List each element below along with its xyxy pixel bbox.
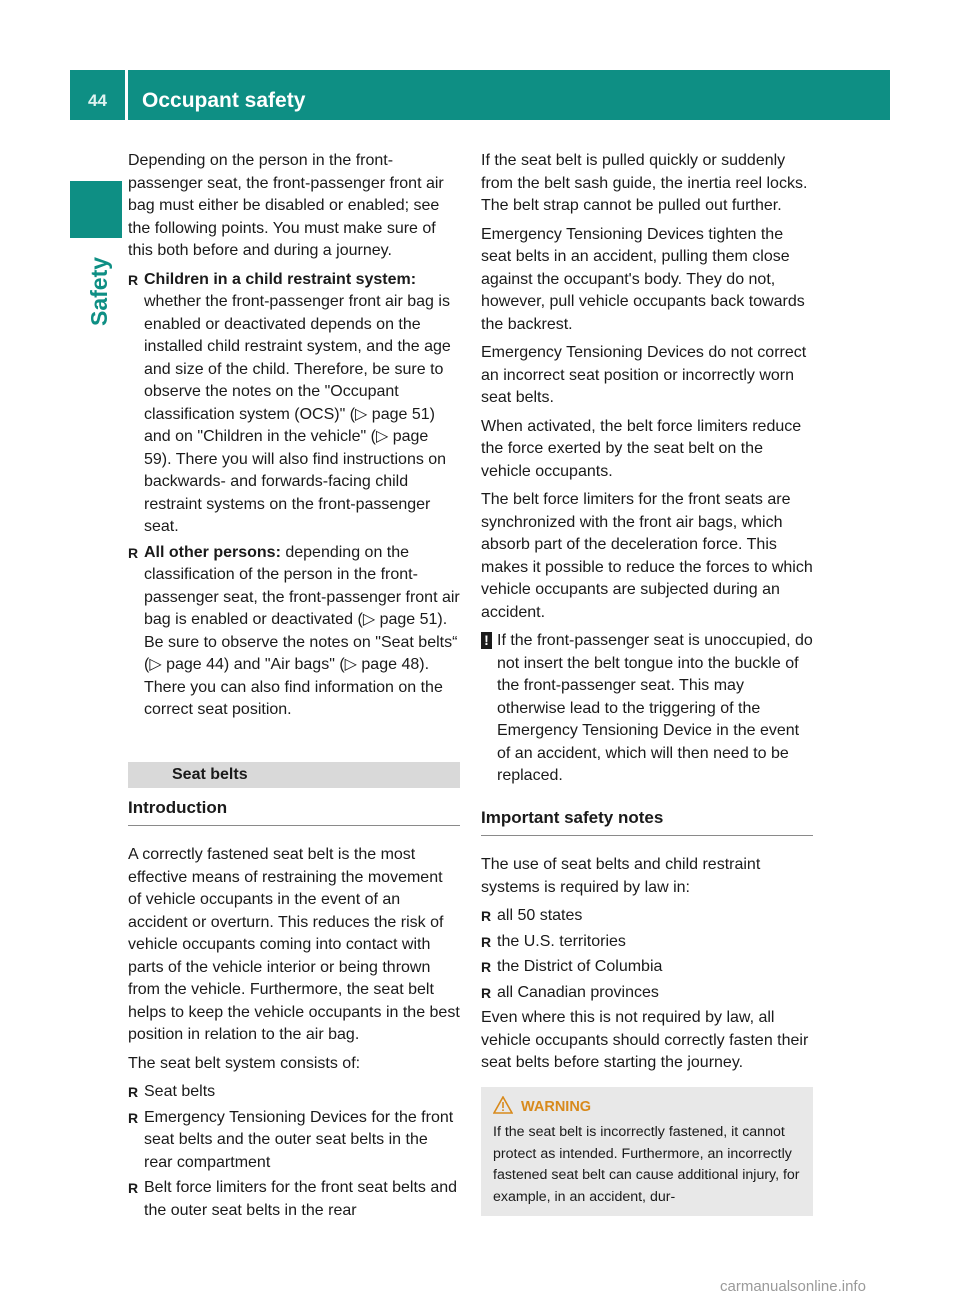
left-column: [128, 150, 460, 1225]
page-number: 44: [88, 91, 107, 110]
list-item: [128, 1081, 460, 1104]
intro-paragraph: Depending on the person in the front-passenger seat, the front-passenger front air bag must either be disabled or enabled; see the following points. You must make sure of this both before and during a journey.: [128, 152, 444, 259]
paragraph: The belt force limiters for the front seats are synchronized with the front air bags, which absorb part of the deceleration force. This makes it possible to reduce the forces to which vehicle occupants are subjected during an accident.: [481, 491, 813, 621]
bullet-icon: R: [128, 1084, 139, 1100]
bullet-text: the U.S. territories: [497, 932, 626, 950]
list-item: [481, 931, 813, 954]
subheading-safety-notes: Important safety notes: [481, 798, 813, 837]
introduction-paragraph: A correctly fastened seat belt is the most effective means of restraining the movement of vehicle occupants in the event of an accident or overturn. This reduces the risk of vehicle occupants coming into contact with parts of the vehicle interior or being thrown from the vehicle. Furthermore, the seat belt helps to keep the vehicle occupants in the best position in relation to the air bag.: [128, 846, 460, 1043]
bullet-text: the District of Columbia: [497, 958, 663, 975]
bullet-icon: R: [128, 1180, 139, 1196]
bullet-icon: R: [128, 271, 139, 288]
warning-triangle-icon: [493, 1096, 513, 1114]
bullet-text: Emergency Tensioning Devices for the front seat belts and the outer seat belts in the rear compartment: [144, 1108, 454, 1171]
paragraph: If the seat belt is pulled quickly or suddenly from the belt sash guide, the inertia reel locks. The belt strap cannot be pulled out further.: [481, 152, 808, 214]
list-item: [128, 542, 460, 722]
warning-label: WARNING: [521, 1098, 592, 1115]
bullet-bold: Children in a child restraint system:: [144, 270, 417, 288]
paragraph: When activated, the belt force limiters reduce the force exerted by the seat belt on the vehicle occupants.: [481, 417, 802, 480]
law-tail: Even where this is not required by law, all vehicle occupants should correctly fasten their seat belts before starting the journey.: [481, 1009, 809, 1071]
subheading-introduction: Introduction: [128, 788, 460, 827]
note-text: If the front-passenger seat is unoccupied, do not insert the belt tongue into the buckle of the front-passenger seat. This may otherwise lead to the triggering of the Emergency Tensioning Device in the event of an accident, which will then need to be replaced.: [497, 632, 813, 784]
note: [481, 630, 813, 788]
bullet-text: Belt force limiters for the front seat belts and the outer seat belts in the rear: [144, 1179, 458, 1219]
bullet-icon: R: [481, 908, 492, 924]
law-lead: The use of seat belts and child restraint systems is required by law in:: [481, 856, 761, 896]
side-tab-block: [70, 181, 122, 238]
bullet-icon: R: [128, 1109, 139, 1126]
list-item: [128, 1177, 460, 1222]
bullet-icon: R: [481, 959, 492, 975]
paragraph: Emergency Tensioning Devices do not correct an incorrect seat position or incorrectly worn seat belts.: [481, 344, 807, 406]
bullet-text: Seat belts: [144, 1083, 216, 1100]
bullet-text: all 50 states: [497, 907, 583, 924]
section-title: Seat belts: [128, 762, 460, 788]
bullet-icon: R: [481, 984, 492, 1001]
bullet-text: depending on the classification of the person in the front-passenger seat, the front-passenger front air bag is enabled or deactivated (▷ page 51). Be sure to observe the notes on "Seat belts“ (▷ page 44) and "Air bags" (▷ page 48). There you can also find information on the correct seat position.: [144, 543, 460, 718]
paragraph: Emergency Tensioning Devices tighten the seat belts in an accident, pulling them close against the occupant's body. They do not, however, pull vehicle occupants back towards the backrest.: [481, 225, 805, 333]
bullet-icon: R: [128, 544, 139, 561]
warning-text: If the seat belt is incorrectly fastened, it cannot protect as intended. Furthermore, an incorrectly fastened seat belt can cause additional injury, for example, in an accident, dur-: [493, 1124, 800, 1205]
side-tab-label: Safety: [86, 256, 112, 326]
header-divider: [125, 70, 128, 120]
list-item: [128, 269, 460, 539]
bullet-text: all Canadian provinces: [497, 983, 659, 1001]
page-title: Occupant safety: [142, 89, 306, 112]
exclamation-icon: !: [481, 632, 492, 649]
list-item: [128, 1107, 460, 1175]
warning-title: [493, 1097, 801, 1119]
right-column: [481, 150, 813, 1216]
bullet-icon: R: [481, 933, 492, 950]
bullet-text: whether the front-passenger front air bag is enabled or deactivated depends on the installed child restraint system, and the age and size of the child. Therefore, be sure to observe the notes on the "Occupant classification system (OCS)" (▷ page 51) and on "Children in the vehicle" (▷ page 59). There you will also find instructions on backwards- and forwards-facing child restraint systems on the front-passenger seat.: [144, 293, 451, 535]
bullet-bold: All other persons:: [144, 543, 281, 561]
list-item: [481, 956, 813, 979]
warning-box: [481, 1087, 813, 1217]
system-lead: The seat belt system consists of:: [128, 1054, 361, 1072]
list-item: [481, 982, 813, 1005]
watermark: carmanualsonline.info: [720, 1278, 866, 1295]
list-item: [481, 905, 813, 928]
